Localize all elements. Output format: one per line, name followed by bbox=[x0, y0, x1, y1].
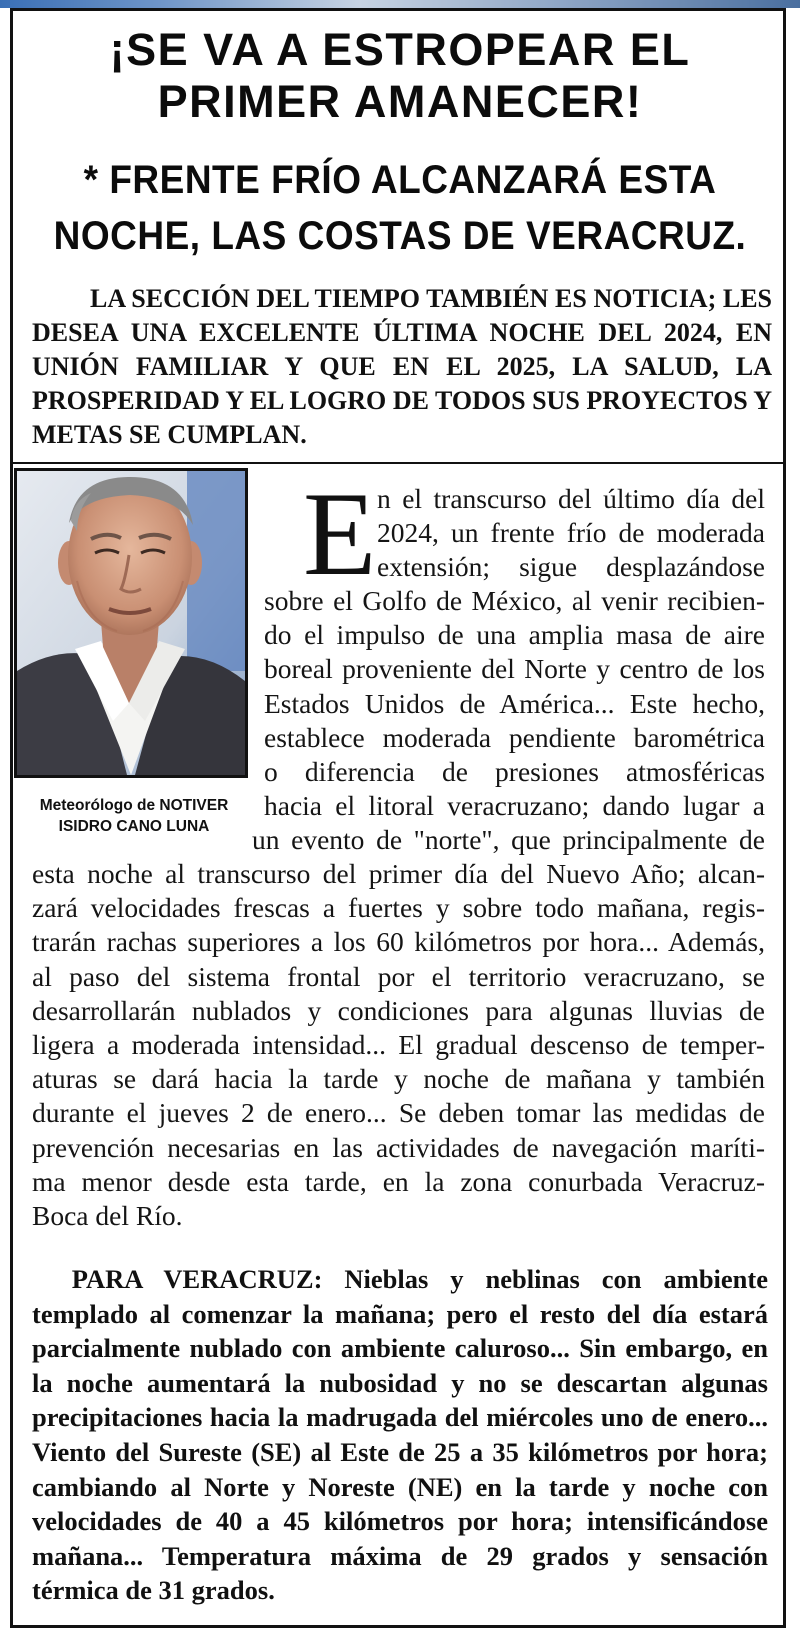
body-line: 2024, un frente frío de moderada bbox=[377, 517, 765, 549]
forecast-text: Nieblas y neblinas con ambiente templado al comenzar la mañana; pero el resto del día estará parcialmente nublado con ambiente caluroso... Sin embargo, en la noche aumentará la nubosidad y no se descartan algunas precipitaciones hacia la madrugada del miércoles uno de enero... Viento del Sureste (SE) al Este de 25 a 35 kilómetros por hora; cambiando al Norte y Noreste (NE) en la tarde y noche con velocidades de 40 a 45 kilómetros por hora; intensificándose mañana... Temperatura máxima de 29 grados y sensación térmica de 31 grados. bbox=[32, 1264, 769, 1606]
body-line: Boca del Río. bbox=[32, 1200, 183, 1232]
body-line: o diferencia de presiones atmosféricas bbox=[264, 756, 765, 788]
body-line: aturas se dará hacia la tarde y noche de mañana y también bbox=[32, 1063, 765, 1095]
body-line: ligera a moderada intensidad... El gradual descenso de temper- bbox=[32, 1029, 765, 1061]
body-line: durante el jueves 2 de enero... Se deben tomar las medidas de bbox=[32, 1097, 765, 1129]
section-divider bbox=[10, 462, 786, 464]
body-text-beside-dropcap bbox=[377, 482, 765, 585]
body-line: ma menor desde esta tarde, en la zona conurbada Veracruz- bbox=[32, 1165, 765, 1197]
body-line: prevención necesarias en las actividades de navegación maríti- bbox=[32, 1131, 765, 1163]
body-line: establece moderada pendiente barométrica bbox=[264, 721, 765, 753]
caption-line-2: ISIDRO CANO LUNA bbox=[58, 818, 210, 835]
body-line: hacia el litoral veracruzano; dando lugar a bbox=[264, 790, 765, 822]
forecast-paragraph bbox=[32, 1262, 768, 1608]
body-line: boreal proveniente del Norte y centro de los bbox=[264, 653, 765, 685]
headline: ¡SE VA A ESTROPEAR EL PRIMER AMANECER! bbox=[109, 24, 691, 127]
body-line: n el transcurso del último día del bbox=[377, 483, 765, 514]
caption-line-1: Meteorólogo de NOTIVER bbox=[39, 797, 229, 814]
body-line: desarrollarán nublados y condiciones para algunas lluvias de bbox=[32, 994, 765, 1026]
body-line: esta noche al transcurso del primer día del Nuevo Año; alcan- bbox=[32, 858, 765, 889]
body-line: trarán rachas superiores a los 60 kilómetros por hora... Además, bbox=[32, 926, 765, 958]
body-line: extensión; sigue desplazándose bbox=[377, 551, 765, 583]
body-text-full-width bbox=[32, 857, 765, 1233]
subheadline: * FRENTE FRÍO ALCANZARÁ ESTA NOCHE, LAS COSTAS DE VERACRUZ. bbox=[53, 157, 747, 258]
body-text-beside-caption bbox=[252, 823, 765, 857]
photo-caption bbox=[14, 795, 254, 837]
drop-cap: E bbox=[303, 467, 377, 600]
forecast-lead: PARA VERACRUZ: bbox=[71, 1264, 323, 1294]
body-line: sobre el Golfo de México, al venir recibien- bbox=[264, 585, 765, 616]
body-line: Estados Unidos de América... Este hecho, bbox=[264, 687, 765, 719]
body-text-beside-photo bbox=[264, 584, 765, 823]
top-photo-strip bbox=[0, 0, 800, 8]
body-line: un evento de "norte", que principalmente de bbox=[252, 824, 765, 855]
body-line: zará velocidades frescas a fuertes y sobre todo mañana, regis- bbox=[32, 892, 765, 924]
body-line: al paso del sistema frontal por el territorio veracruzano, se bbox=[32, 960, 765, 992]
body-line: do el impulso de una amplia masa de aire bbox=[264, 619, 765, 651]
portrait-illustration bbox=[17, 471, 245, 775]
author-photo bbox=[14, 468, 248, 778]
intro-paragraph: LA SECCIÓN DEL TIEMPO TAMBIÉN ES NOTICIA; LES DESEA UNA EXCELENTE ÚLTIMA NOCHE DEL 2024, EN UNIÓN FAMILIAR Y QUE EN EL 2025, LA SALUD, LA PROSPERIDAD Y EL LOGRO DE TODOS SUS PROYECTOS Y METAS SE CUMPLAN. bbox=[32, 284, 772, 449]
